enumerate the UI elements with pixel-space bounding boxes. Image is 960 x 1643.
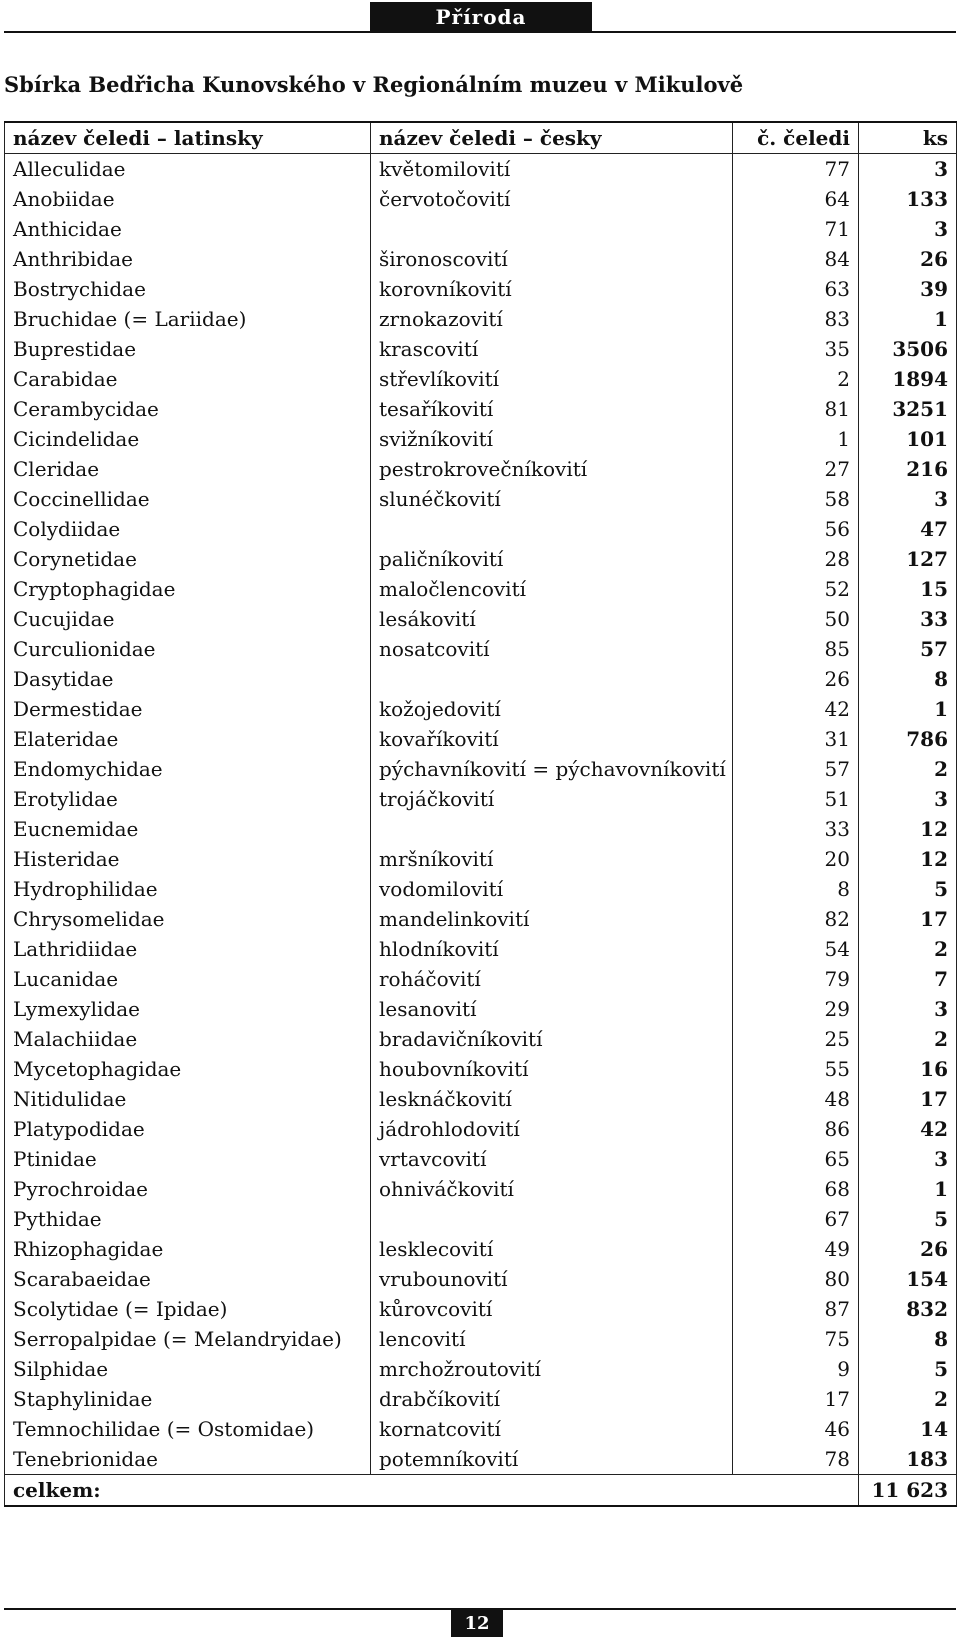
cell-family-number: 84 xyxy=(733,244,859,274)
cell-latin-name: Bruchidae (= Lariidae) xyxy=(5,304,371,334)
cell-czech-name: pestrokrovečníkovití xyxy=(371,454,733,484)
cell-family-number: 87 xyxy=(733,1294,859,1324)
cell-latin-name: Ptinidae xyxy=(5,1144,371,1174)
table-row xyxy=(5,1174,957,1204)
cell-czech-name: vrubounovití xyxy=(371,1264,733,1294)
cell-family-number: 28 xyxy=(733,544,859,574)
table-row xyxy=(5,244,957,274)
cell-count: 57 xyxy=(859,634,957,664)
cell-count: 2 xyxy=(859,754,957,784)
table-row xyxy=(5,904,957,934)
cell-czech-name: potemníkovití xyxy=(371,1444,733,1475)
cell-family-number: 64 xyxy=(733,184,859,214)
cell-czech-name xyxy=(371,514,733,544)
cell-count: 3506 xyxy=(859,334,957,364)
cell-czech-name: kůrovcovití xyxy=(371,1294,733,1324)
cell-count: 26 xyxy=(859,1234,957,1264)
cell-czech-name: bradavičníkovití xyxy=(371,1024,733,1054)
cell-czech-name xyxy=(371,214,733,244)
cell-count: 33 xyxy=(859,604,957,634)
cell-czech-name: střevlíkovití xyxy=(371,364,733,394)
cell-family-number: 86 xyxy=(733,1114,859,1144)
beetle-families-table xyxy=(4,121,957,1507)
cell-czech-name: korovníkovití xyxy=(371,274,733,304)
cell-count: 15 xyxy=(859,574,957,604)
cell-latin-name: Anobiidae xyxy=(5,184,371,214)
cell-czech-name: pýchavníkovití = pýchavovníkovití xyxy=(371,754,733,784)
table-row xyxy=(5,694,957,724)
table-row xyxy=(5,724,957,754)
cell-count: 3 xyxy=(859,214,957,244)
cell-latin-name: Corynetidae xyxy=(5,544,371,574)
cell-czech-name: kornatcovití xyxy=(371,1414,733,1444)
table-row xyxy=(5,454,957,484)
cell-latin-name: Nitidulidae xyxy=(5,1084,371,1114)
table-row xyxy=(5,934,957,964)
cell-czech-name xyxy=(371,814,733,844)
cell-family-number: 9 xyxy=(733,1354,859,1384)
cell-czech-name: paličníkovití xyxy=(371,544,733,574)
cell-count: 17 xyxy=(859,904,957,934)
cell-family-number: 35 xyxy=(733,334,859,364)
cell-count: 1 xyxy=(859,304,957,334)
cell-count: 183 xyxy=(859,1444,957,1475)
table-row xyxy=(5,1024,957,1054)
cell-czech-name xyxy=(371,664,733,694)
cell-latin-name: Buprestidae xyxy=(5,334,371,364)
table-row xyxy=(5,184,957,214)
cell-count: 154 xyxy=(859,1264,957,1294)
cell-latin-name: Cerambycidae xyxy=(5,394,371,424)
table-row xyxy=(5,994,957,1024)
cell-count: 42 xyxy=(859,1114,957,1144)
cell-family-number: 2 xyxy=(733,364,859,394)
cell-count: 1 xyxy=(859,694,957,724)
cell-family-number: 71 xyxy=(733,214,859,244)
table-row xyxy=(5,424,957,454)
cell-latin-name: Dasytidae xyxy=(5,664,371,694)
cell-czech-name: vodomilovití xyxy=(371,874,733,904)
cell-latin-name: Carabidae xyxy=(5,364,371,394)
cell-czech-name: maločlencovití xyxy=(371,574,733,604)
cell-count: 14 xyxy=(859,1414,957,1444)
cell-count: 786 xyxy=(859,724,957,754)
cell-czech-name: lesanovití xyxy=(371,994,733,1024)
cell-family-number: 54 xyxy=(733,934,859,964)
cell-count: 5 xyxy=(859,1204,957,1234)
cell-count: 101 xyxy=(859,424,957,454)
cell-latin-name: Silphidae xyxy=(5,1354,371,1384)
cell-latin-name: Mycetophagidae xyxy=(5,1054,371,1084)
column-header-latin: název čeledi – latinsky xyxy=(5,122,371,154)
table-row xyxy=(5,754,957,784)
total-row xyxy=(5,1475,957,1507)
page-title: Sbírka Bedřicha Kunovského v Regionálním muzeu v Mikulově xyxy=(4,72,744,97)
cell-latin-name: Lathridiidae xyxy=(5,934,371,964)
table-row xyxy=(5,1384,957,1414)
cell-count: 2 xyxy=(859,1384,957,1414)
cell-latin-name: Hydrophilidae xyxy=(5,874,371,904)
cell-latin-name: Cucujidae xyxy=(5,604,371,634)
cell-czech-name: červotočovití xyxy=(371,184,733,214)
cell-czech-name: květomilovití xyxy=(371,154,733,185)
cell-count: 5 xyxy=(859,874,957,904)
cell-latin-name: Serropalpidae (= Melandryidae) xyxy=(5,1324,371,1354)
cell-latin-name: Dermestidae xyxy=(5,694,371,724)
cell-latin-name: Platypodidae xyxy=(5,1114,371,1144)
cell-czech-name: svižníkovití xyxy=(371,424,733,454)
cell-count: 3 xyxy=(859,994,957,1024)
cell-czech-name: hlodníkovití xyxy=(371,934,733,964)
cell-family-number: 57 xyxy=(733,754,859,784)
cell-czech-name: lesákovití xyxy=(371,604,733,634)
table-row xyxy=(5,544,957,574)
cell-family-number: 17 xyxy=(733,1384,859,1414)
cell-count: 127 xyxy=(859,544,957,574)
cell-latin-name: Lucanidae xyxy=(5,964,371,994)
cell-count: 47 xyxy=(859,514,957,544)
cell-family-number: 75 xyxy=(733,1324,859,1354)
cell-czech-name: houbovníkovití xyxy=(371,1054,733,1084)
cell-family-number: 58 xyxy=(733,484,859,514)
cell-latin-name: Histeridae xyxy=(5,844,371,874)
page-number: 12 xyxy=(451,1609,503,1637)
cell-count: 3 xyxy=(859,484,957,514)
cell-czech-name: nosatcovití xyxy=(371,634,733,664)
cell-latin-name: Coccinellidae xyxy=(5,484,371,514)
cell-count: 7 xyxy=(859,964,957,994)
table-body xyxy=(5,154,957,1507)
total-value: 11 623 xyxy=(859,1475,957,1507)
cell-latin-name: Alleculidae xyxy=(5,154,371,185)
cell-count: 2 xyxy=(859,1024,957,1054)
cell-family-number: 20 xyxy=(733,844,859,874)
table-row xyxy=(5,1324,957,1354)
cell-family-number: 46 xyxy=(733,1414,859,1444)
table-row xyxy=(5,364,957,394)
table-row xyxy=(5,844,957,874)
table-row xyxy=(5,514,957,544)
cell-czech-name: vrtavcovití xyxy=(371,1144,733,1174)
column-header-czech: název čeledi – česky xyxy=(371,122,733,154)
cell-czech-name: slunéčkovití xyxy=(371,484,733,514)
table-row xyxy=(5,1264,957,1294)
table-row xyxy=(5,1294,957,1324)
cell-latin-name: Cicindelidae xyxy=(5,424,371,454)
cell-family-number: 65 xyxy=(733,1144,859,1174)
table-row xyxy=(5,1204,957,1234)
cell-latin-name: Elateridae xyxy=(5,724,371,754)
cell-family-number: 68 xyxy=(733,1174,859,1204)
cell-czech-name: jádrohlodovití xyxy=(371,1114,733,1144)
total-label: celkem: xyxy=(5,1475,859,1507)
table-row xyxy=(5,604,957,634)
table-row xyxy=(5,1084,957,1114)
cell-latin-name: Chrysomelidae xyxy=(5,904,371,934)
table-row xyxy=(5,664,957,694)
cell-family-number: 52 xyxy=(733,574,859,604)
cell-czech-name: ohniváčkovití xyxy=(371,1174,733,1204)
cell-family-number: 80 xyxy=(733,1264,859,1294)
cell-latin-name: Staphylinidae xyxy=(5,1384,371,1414)
cell-count: 26 xyxy=(859,244,957,274)
cell-latin-name: Cleridae xyxy=(5,454,371,484)
cell-latin-name: Anthicidae xyxy=(5,214,371,244)
table-row xyxy=(5,1114,957,1144)
cell-family-number: 63 xyxy=(733,274,859,304)
cell-count: 2 xyxy=(859,934,957,964)
table-row xyxy=(5,1144,957,1174)
cell-latin-name: Lymexylidae xyxy=(5,994,371,1024)
cell-czech-name: zrnokazovití xyxy=(371,304,733,334)
column-header-number: č. čeledi xyxy=(733,122,859,154)
cell-czech-name xyxy=(371,1204,733,1234)
table-row xyxy=(5,1054,957,1084)
table-row xyxy=(5,394,957,424)
cell-czech-name: mršníkovití xyxy=(371,844,733,874)
cell-family-number: 56 xyxy=(733,514,859,544)
cell-latin-name: Curculionidae xyxy=(5,634,371,664)
cell-family-number: 29 xyxy=(733,994,859,1024)
cell-czech-name: mandelinkovití xyxy=(371,904,733,934)
cell-count: 3251 xyxy=(859,394,957,424)
cell-family-number: 50 xyxy=(733,604,859,634)
cell-count: 216 xyxy=(859,454,957,484)
cell-family-number: 85 xyxy=(733,634,859,664)
table-row xyxy=(5,274,957,304)
cell-family-number: 25 xyxy=(733,1024,859,1054)
cell-czech-name: lesklecovití xyxy=(371,1234,733,1264)
cell-count: 12 xyxy=(859,814,957,844)
cell-family-number: 27 xyxy=(733,454,859,484)
cell-latin-name: Anthribidae xyxy=(5,244,371,274)
cell-family-number: 78 xyxy=(733,1444,859,1475)
cell-family-number: 48 xyxy=(733,1084,859,1114)
cell-count: 39 xyxy=(859,274,957,304)
cell-family-number: 79 xyxy=(733,964,859,994)
cell-latin-name: Pyrochroidae xyxy=(5,1174,371,1204)
cell-latin-name: Tenebrionidae xyxy=(5,1444,371,1475)
cell-czech-name: kožojedovití xyxy=(371,694,733,724)
cell-count: 8 xyxy=(859,664,957,694)
table-row xyxy=(5,1414,957,1444)
cell-count: 3 xyxy=(859,154,957,185)
cell-family-number: 55 xyxy=(733,1054,859,1084)
cell-family-number: 31 xyxy=(733,724,859,754)
cell-count: 5 xyxy=(859,1354,957,1384)
cell-latin-name: Scarabaeidae xyxy=(5,1264,371,1294)
cell-latin-name: Scolytidae (= Ipidae) xyxy=(5,1294,371,1324)
cell-count: 1894 xyxy=(859,364,957,394)
cell-czech-name: roháčovití xyxy=(371,964,733,994)
cell-family-number: 83 xyxy=(733,304,859,334)
table-header-row xyxy=(5,122,957,154)
cell-family-number: 33 xyxy=(733,814,859,844)
cell-family-number: 8 xyxy=(733,874,859,904)
cell-count: 17 xyxy=(859,1084,957,1114)
cell-count: 12 xyxy=(859,844,957,874)
cell-latin-name: Rhizophagidae xyxy=(5,1234,371,1264)
cell-count: 16 xyxy=(859,1054,957,1084)
table-row xyxy=(5,874,957,904)
table-row xyxy=(5,154,957,185)
cell-latin-name: Cryptophagidae xyxy=(5,574,371,604)
cell-family-number: 1 xyxy=(733,424,859,454)
cell-family-number: 81 xyxy=(733,394,859,424)
cell-latin-name: Bostrychidae xyxy=(5,274,371,304)
cell-family-number: 77 xyxy=(733,154,859,185)
cell-czech-name: mrchožroutovití xyxy=(371,1354,733,1384)
cell-family-number: 49 xyxy=(733,1234,859,1264)
table-row xyxy=(5,784,957,814)
table-row xyxy=(5,1234,957,1264)
cell-czech-name: krascovití xyxy=(371,334,733,364)
cell-latin-name: Erotylidae xyxy=(5,784,371,814)
cell-czech-name: šironoscovití xyxy=(371,244,733,274)
cell-czech-name: lencovití xyxy=(371,1324,733,1354)
table-row xyxy=(5,964,957,994)
cell-latin-name: Endomychidae xyxy=(5,754,371,784)
cell-latin-name: Colydiidae xyxy=(5,514,371,544)
cell-family-number: 51 xyxy=(733,784,859,814)
cell-count: 3 xyxy=(859,1144,957,1174)
cell-count: 133 xyxy=(859,184,957,214)
cell-czech-name: drabčíkovití xyxy=(371,1384,733,1414)
cell-family-number: 82 xyxy=(733,904,859,934)
cell-czech-name: lesknáčkovití xyxy=(371,1084,733,1114)
table-row xyxy=(5,1354,957,1384)
cell-count: 832 xyxy=(859,1294,957,1324)
cell-family-number: 26 xyxy=(733,664,859,694)
cell-latin-name: Eucnemidae xyxy=(5,814,371,844)
table-row xyxy=(5,634,957,664)
cell-family-number: 67 xyxy=(733,1204,859,1234)
table-row xyxy=(5,574,957,604)
cell-count: 3 xyxy=(859,784,957,814)
cell-latin-name: Temnochilidae (= Ostomidae) xyxy=(5,1414,371,1444)
table-row xyxy=(5,1444,957,1475)
cell-latin-name: Malachiidae xyxy=(5,1024,371,1054)
cell-czech-name: tesaříkovití xyxy=(371,394,733,424)
table-row xyxy=(5,484,957,514)
cell-family-number: 42 xyxy=(733,694,859,724)
column-header-ks: ks xyxy=(859,122,957,154)
cell-latin-name: Pythidae xyxy=(5,1204,371,1234)
table-row xyxy=(5,214,957,244)
cell-czech-name: trojáčkovití xyxy=(371,784,733,814)
table-row xyxy=(5,814,957,844)
cell-count: 1 xyxy=(859,1174,957,1204)
table-row xyxy=(5,334,957,364)
cell-count: 8 xyxy=(859,1324,957,1354)
cell-czech-name: kovaříkovití xyxy=(371,724,733,754)
section-label: Příroda xyxy=(370,2,592,32)
table-row xyxy=(5,304,957,334)
